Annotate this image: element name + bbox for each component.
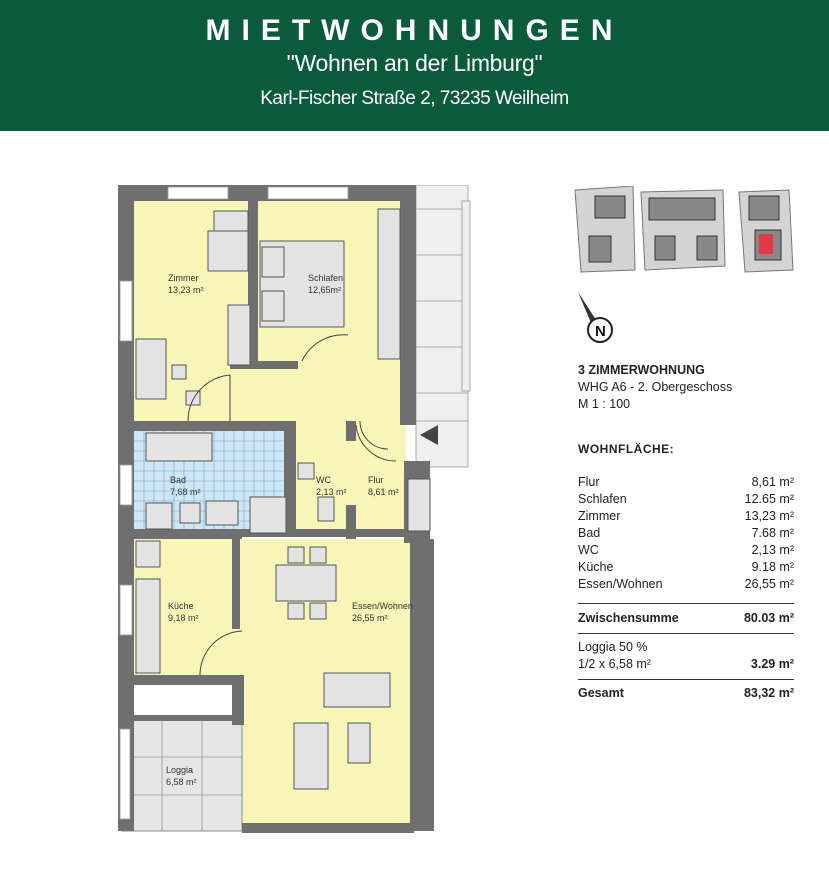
- room-area: 9,18 m²: [168, 613, 199, 623]
- highlight-unit: [759, 234, 773, 254]
- room-area: 13,23 m²: [168, 285, 204, 295]
- header-title: MIETWOHNUNGEN: [205, 14, 624, 47]
- room-label: WC: [316, 475, 331, 485]
- floor-plan: [118, 185, 472, 837]
- room-label: Loggia: [166, 765, 194, 775]
- divider: [578, 679, 794, 680]
- room-area: 2,13 m²: [316, 487, 347, 497]
- area-row: Zimmer 13,23 m²: [578, 509, 794, 523]
- room-area: 26,55 m²: [352, 613, 388, 623]
- loggia-row: Loggia 50 %: [578, 640, 648, 654]
- divider: [578, 603, 794, 604]
- area-row: Küche 9.18 m²: [578, 560, 794, 574]
- area-row: Flur 8,61 m²: [578, 475, 794, 489]
- header-banner: [0, 0, 829, 131]
- apartment-info: [578, 362, 732, 413]
- room-area: 12,65m²: [308, 285, 342, 295]
- area-row: Bad 7.68 m²: [578, 526, 794, 540]
- room-label: Zimmer: [168, 273, 199, 283]
- room-label: Küche: [168, 601, 194, 611]
- apartment-unit: WHG A6 - 2. Obergeschoss: [578, 380, 733, 394]
- room-label: Flur: [368, 475, 384, 485]
- plan-scale: M 1 : 100: [578, 397, 631, 411]
- loggia-floor: [122, 719, 242, 831]
- balcony-strip: [416, 185, 470, 467]
- header-address: Karl-Fischer Straße 2, 73235 Weilheim: [260, 88, 569, 109]
- site-plan: [573, 186, 799, 274]
- room-label: Bad: [170, 475, 187, 485]
- divider: [578, 633, 794, 634]
- total-row: Gesamt 83,32 m²: [578, 686, 794, 700]
- header-subtitle: "Wohnen an der Limburg": [286, 50, 543, 76]
- room-area: 8,61 m²: [368, 487, 399, 497]
- area-row: Schlafen 12.65 m²: [578, 492, 794, 506]
- subtotal-row: Zwischensumme 80.03 m²: [578, 611, 794, 625]
- apartment-type: 3 ZIMMERWOHNUNG: [578, 363, 705, 377]
- area-heading: WOHNFLÄCHE:: [578, 442, 675, 456]
- compass-letter: N: [595, 323, 606, 340]
- room-label: Schlafen: [308, 273, 344, 283]
- area-row: Essen/Wohnen 26,55 m²: [578, 577, 794, 591]
- area-table: [578, 474, 794, 702]
- room-area: 7,68 m²: [170, 487, 201, 497]
- room-area: 6,58 m²: [166, 777, 197, 787]
- room-label: Essen/Wohnen: [352, 601, 413, 611]
- north-compass-icon: [570, 288, 624, 348]
- area-row: WC 2,13 m²: [578, 543, 794, 557]
- loggia-calc-row: 1/2 x 6,58 m² 3.29 m²: [578, 657, 794, 671]
